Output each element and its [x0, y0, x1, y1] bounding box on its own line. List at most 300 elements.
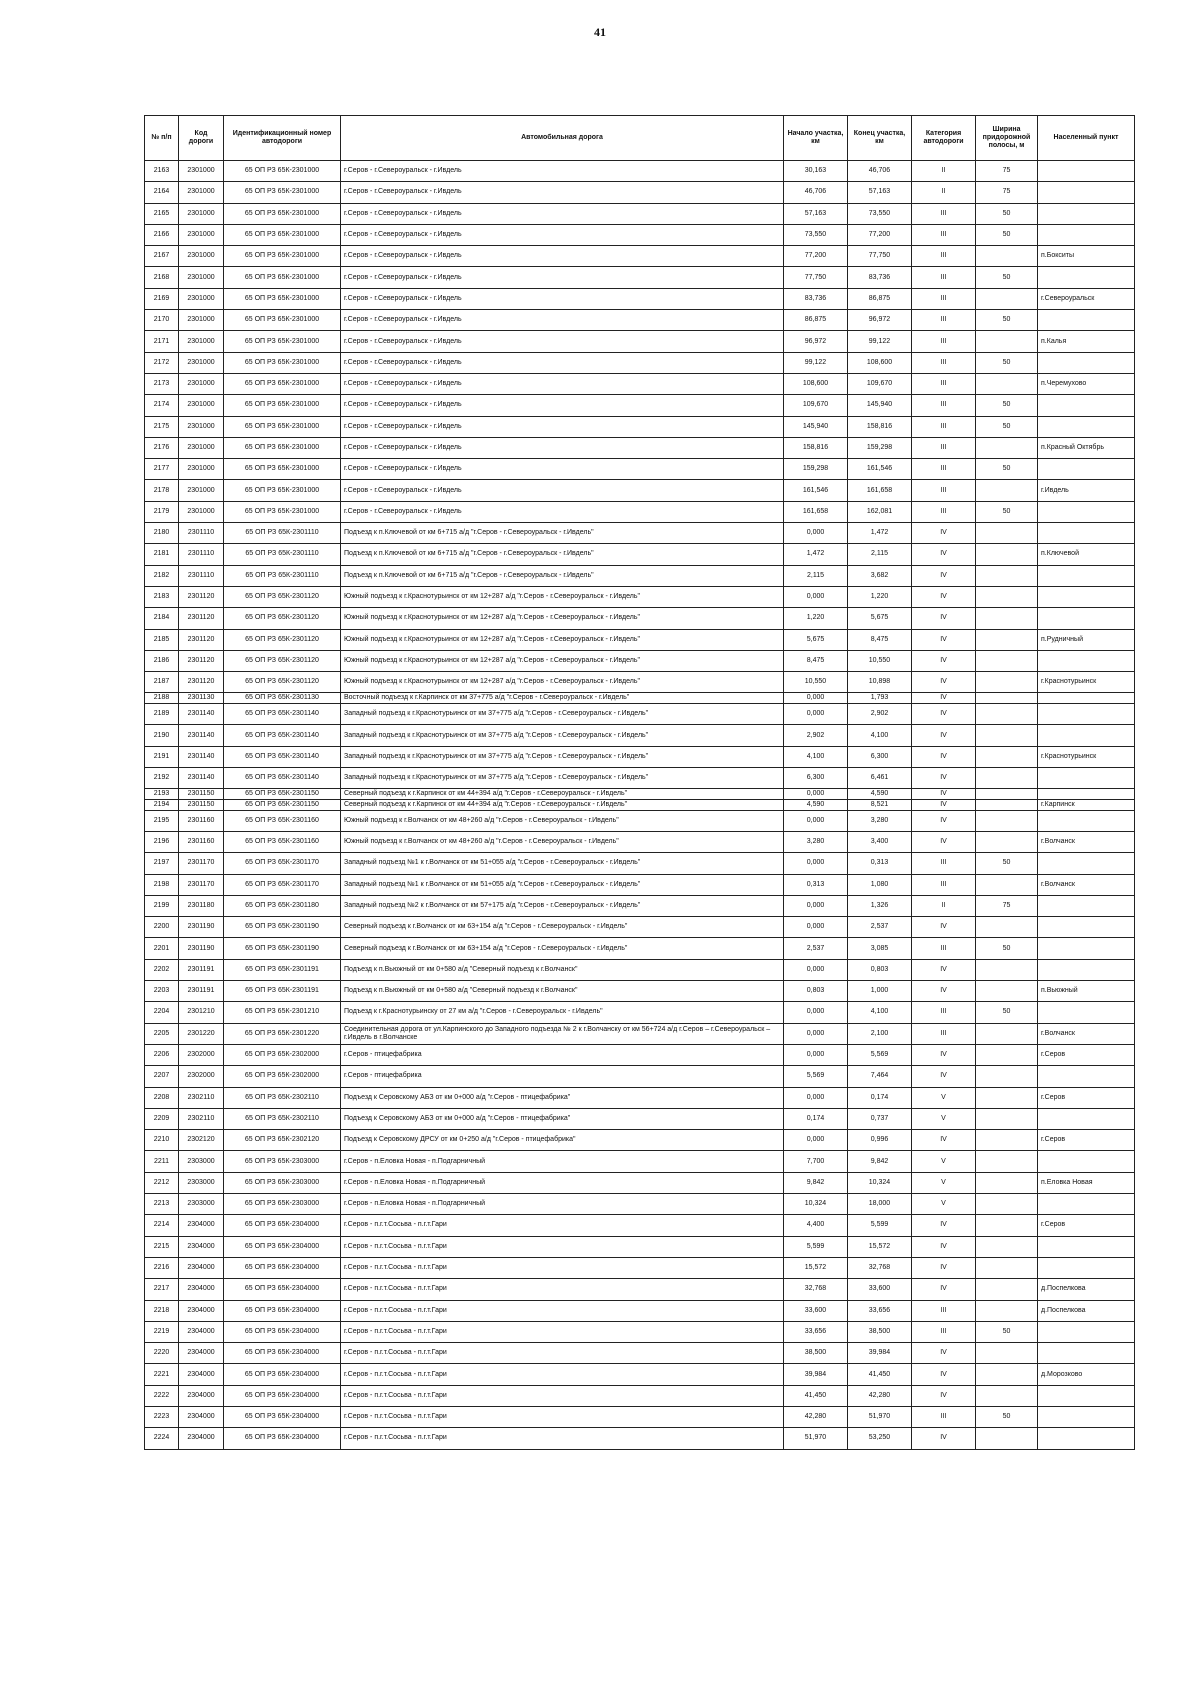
road-name-cell: Западный подъезд №2 к г.Волчанск от км 57+175 а/д "г.Серов - г.Североуральск - г.Ивдель" — [341, 895, 784, 916]
table-row — [145, 799, 1135, 810]
start-km-cell: 0,000 — [784, 789, 848, 800]
category-cell: IV — [912, 672, 976, 693]
table-row — [145, 1044, 1135, 1065]
settlement-cell — [1038, 1066, 1135, 1087]
road-name-cell: г.Серов - г.Североуральск - г.Ивдель — [341, 459, 784, 480]
road-id-cell: 65 ОП РЗ 65К-2301191 — [224, 959, 341, 980]
roadside-width-cell: 50 — [976, 267, 1038, 288]
start-km-cell: 6,300 — [784, 768, 848, 789]
road-name-cell: г.Серов - п.г.т.Сосьва - п.г.т.Гари — [341, 1364, 784, 1385]
settlement-cell: п.Красный Октябрь — [1038, 437, 1135, 458]
road-name-cell: г.Серов - г.Североуральск - г.Ивдель — [341, 246, 784, 267]
roadside-width-cell — [976, 544, 1038, 565]
settlement-cell: г.Серов — [1038, 1215, 1135, 1236]
header-road-name: Автомобильная дорога — [341, 116, 784, 161]
end-km-cell: 108,600 — [848, 352, 912, 373]
road-name-cell: г.Серов - г.Североуральск - г.Ивдель — [341, 331, 784, 352]
road-name-cell: г.Серов - птицефабрика — [341, 1066, 784, 1087]
category-cell: IV — [912, 1279, 976, 1300]
roadside-width-cell — [976, 1066, 1038, 1087]
settlement-cell: г.Краснотурьинск — [1038, 746, 1135, 767]
road-id-cell: 65 ОП РЗ 65К-2301191 — [224, 981, 341, 1002]
category-cell: II — [912, 161, 976, 182]
roadside-width-cell — [976, 810, 1038, 831]
settlement-cell — [1038, 203, 1135, 224]
road-code-cell: 2301191 — [179, 981, 224, 1002]
roadside-width-cell — [976, 1428, 1038, 1449]
row-number-cell: 2199 — [145, 895, 179, 916]
row-number-cell: 2222 — [145, 1385, 179, 1406]
end-km-cell: 5,599 — [848, 1215, 912, 1236]
row-number-cell: 2174 — [145, 395, 179, 416]
end-km-cell: 57,163 — [848, 182, 912, 203]
road-id-cell: 65 ОП РЗ 65К-2301150 — [224, 799, 341, 810]
road-code-cell: 2301150 — [179, 789, 224, 800]
row-number-cell: 2219 — [145, 1321, 179, 1342]
category-cell: IV — [912, 565, 976, 586]
road-id-cell: 65 ОП РЗ 65К-2302120 — [224, 1130, 341, 1151]
road-code-cell: 2301000 — [179, 416, 224, 437]
category-cell: III — [912, 352, 976, 373]
row-number-cell: 2195 — [145, 810, 179, 831]
row-number-cell: 2205 — [145, 1023, 179, 1044]
road-id-cell: 65 ОП РЗ 65К-2301140 — [224, 725, 341, 746]
category-cell: II — [912, 895, 976, 916]
road-code-cell: 2301000 — [179, 331, 224, 352]
start-km-cell: 39,984 — [784, 1364, 848, 1385]
settlement-cell: г.Серов — [1038, 1130, 1135, 1151]
road-code-cell: 2304000 — [179, 1300, 224, 1321]
table-row — [145, 789, 1135, 800]
row-number-cell: 2212 — [145, 1172, 179, 1193]
end-km-cell: 5,675 — [848, 608, 912, 629]
roads-table — [144, 115, 1135, 1450]
start-km-cell: 32,768 — [784, 1279, 848, 1300]
road-name-cell: Подъезд к п.Ключевой от км 6+715 а/д "г.Серов - г.Североуральск - г.Ивдель" — [341, 544, 784, 565]
table-row — [145, 1343, 1135, 1364]
category-cell: III — [912, 373, 976, 394]
table-row — [145, 480, 1135, 501]
road-code-cell: 2304000 — [179, 1321, 224, 1342]
end-km-cell: 0,174 — [848, 1087, 912, 1108]
start-km-cell: 0,803 — [784, 981, 848, 1002]
road-name-cell: г.Серов - п.Еловка Новая - п.Подгарничный — [341, 1194, 784, 1215]
category-cell: V — [912, 1194, 976, 1215]
road-name-cell: г.Серов - п.Еловка Новая - п.Подгарничный — [341, 1172, 784, 1193]
road-id-cell: 65 ОП РЗ 65К-2302110 — [224, 1108, 341, 1129]
roadside-width-cell: 50 — [976, 310, 1038, 331]
roadside-width-cell — [976, 1343, 1038, 1364]
road-code-cell: 2302110 — [179, 1087, 224, 1108]
category-cell: V — [912, 1172, 976, 1193]
settlement-cell: п.Еловка Новая — [1038, 1172, 1135, 1193]
category-cell: IV — [912, 981, 976, 1002]
road-id-cell: 65 ОП РЗ 65К-2304000 — [224, 1406, 341, 1427]
road-code-cell: 2302110 — [179, 1108, 224, 1129]
road-name-cell: г.Серов - п.г.т.Сосьва - п.г.т.Гари — [341, 1279, 784, 1300]
table-row — [145, 608, 1135, 629]
settlement-cell: г.Ивдель — [1038, 480, 1135, 501]
settlement-cell — [1038, 523, 1135, 544]
table-row — [145, 459, 1135, 480]
road-code-cell: 2301140 — [179, 768, 224, 789]
start-km-cell: 9,842 — [784, 1172, 848, 1193]
start-km-cell: 0,000 — [784, 1002, 848, 1023]
settlement-cell — [1038, 459, 1135, 480]
road-id-cell: 65 ОП РЗ 65К-2301140 — [224, 768, 341, 789]
roadside-width-cell — [976, 565, 1038, 586]
road-code-cell: 2301000 — [179, 246, 224, 267]
roadside-width-cell — [976, 1300, 1038, 1321]
roadside-width-cell: 50 — [976, 853, 1038, 874]
end-km-cell: 32,768 — [848, 1257, 912, 1278]
settlement-cell — [1038, 725, 1135, 746]
table-row — [145, 1236, 1135, 1257]
category-cell: IV — [912, 917, 976, 938]
row-number-cell: 2166 — [145, 224, 179, 245]
category-cell: III — [912, 288, 976, 309]
roadside-width-cell — [976, 704, 1038, 725]
end-km-cell: 158,816 — [848, 416, 912, 437]
start-km-cell: 41,450 — [784, 1385, 848, 1406]
road-id-cell: 65 ОП РЗ 65К-2301000 — [224, 182, 341, 203]
road-name-cell: г.Серов - п.г.т.Сосьва - п.г.т.Гари — [341, 1406, 784, 1427]
row-number-cell: 2198 — [145, 874, 179, 895]
settlement-cell: п.Ключевой — [1038, 544, 1135, 565]
settlement-cell: г.Волчанск — [1038, 831, 1135, 852]
category-cell: V — [912, 1151, 976, 1172]
start-km-cell: 108,600 — [784, 373, 848, 394]
settlement-cell — [1038, 395, 1135, 416]
end-km-cell: 0,996 — [848, 1130, 912, 1151]
table-row — [145, 629, 1135, 650]
end-km-cell: 4,100 — [848, 725, 912, 746]
roadside-width-cell — [976, 1215, 1038, 1236]
row-number-cell: 2188 — [145, 693, 179, 704]
road-name-cell: Западный подъезд №1 к г.Волчанск от км 51+055 а/д "г.Серов - г.Североуральск - г.Ивдель" — [341, 874, 784, 895]
category-cell: IV — [912, 608, 976, 629]
settlement-cell: п.Калья — [1038, 331, 1135, 352]
road-name-cell: Северный подъезд к г.Карпинск от км 44+394 а/д "г.Серов - г.Североуральск - г.Ивдель" — [341, 799, 784, 810]
road-id-cell: 65 ОП РЗ 65К-2304000 — [224, 1279, 341, 1300]
end-km-cell: 18,000 — [848, 1194, 912, 1215]
road-name-cell: г.Серов - п.г.т.Сосьва - п.г.т.Гари — [341, 1257, 784, 1278]
road-name-cell: Восточный подъезд к г.Карпинск от км 37+775 а/д "г.Серов - г.Североуральск - г.Ивдель" — [341, 693, 784, 704]
start-km-cell: 99,122 — [784, 352, 848, 373]
road-id-cell: 65 ОП РЗ 65К-2301120 — [224, 629, 341, 650]
road-code-cell: 2301120 — [179, 586, 224, 607]
start-km-cell: 1,220 — [784, 608, 848, 629]
start-km-cell: 0,000 — [784, 1023, 848, 1044]
road-id-cell: 65 ОП РЗ 65К-2301000 — [224, 480, 341, 501]
road-id-cell: 65 ОП РЗ 65К-2304000 — [224, 1257, 341, 1278]
row-number-cell: 2181 — [145, 544, 179, 565]
end-km-cell: 42,280 — [848, 1385, 912, 1406]
settlement-cell — [1038, 768, 1135, 789]
road-id-cell: 65 ОП РЗ 65К-2301150 — [224, 789, 341, 800]
row-number-cell: 2223 — [145, 1406, 179, 1427]
end-km-cell: 161,658 — [848, 480, 912, 501]
start-km-cell: 109,670 — [784, 395, 848, 416]
row-number-cell: 2202 — [145, 959, 179, 980]
end-km-cell: 77,200 — [848, 224, 912, 245]
road-code-cell: 2301150 — [179, 799, 224, 810]
table-row — [145, 416, 1135, 437]
table-row — [145, 182, 1135, 203]
road-name-cell: Северный подъезд к г.Волчанск от км 63+154 а/д "г.Серов - г.Североуральск - г.Ивдель" — [341, 938, 784, 959]
start-km-cell: 42,280 — [784, 1406, 848, 1427]
end-km-cell: 6,461 — [848, 768, 912, 789]
category-cell: III — [912, 203, 976, 224]
end-km-cell: 8,521 — [848, 799, 912, 810]
table-row — [145, 938, 1135, 959]
start-km-cell: 86,875 — [784, 310, 848, 331]
roadside-width-cell — [976, 1044, 1038, 1065]
road-code-cell: 2301220 — [179, 1023, 224, 1044]
road-code-cell: 2301000 — [179, 161, 224, 182]
settlement-cell — [1038, 704, 1135, 725]
roadside-width-cell — [976, 693, 1038, 704]
road-code-cell: 2301130 — [179, 693, 224, 704]
road-id-cell: 65 ОП РЗ 65К-2301220 — [224, 1023, 341, 1044]
table-row — [145, 704, 1135, 725]
category-cell: III — [912, 501, 976, 522]
start-km-cell: 161,658 — [784, 501, 848, 522]
road-name-cell: Подъезд к п.Ключевой от км 6+715 а/д "г.Серов - г.Североуральск - г.Ивдель" — [341, 523, 784, 544]
category-cell: III — [912, 1406, 976, 1427]
category-cell: III — [912, 874, 976, 895]
settlement-cell — [1038, 917, 1135, 938]
road-name-cell: г.Серов - г.Североуральск - г.Ивдель — [341, 501, 784, 522]
end-km-cell: 39,984 — [848, 1343, 912, 1364]
row-number-cell: 2218 — [145, 1300, 179, 1321]
category-cell: II — [912, 182, 976, 203]
road-code-cell: 2301000 — [179, 480, 224, 501]
table-row — [145, 1385, 1135, 1406]
settlement-cell — [1038, 608, 1135, 629]
row-number-cell: 2185 — [145, 629, 179, 650]
end-km-cell: 159,298 — [848, 437, 912, 458]
end-km-cell: 0,737 — [848, 1108, 912, 1129]
end-km-cell: 33,600 — [848, 1279, 912, 1300]
settlement-cell — [1038, 1108, 1135, 1129]
category-cell: III — [912, 1023, 976, 1044]
roadside-width-cell: 50 — [976, 1002, 1038, 1023]
road-code-cell: 2301120 — [179, 650, 224, 671]
end-km-cell: 10,898 — [848, 672, 912, 693]
table-row — [145, 981, 1135, 1002]
roadside-width-cell — [976, 768, 1038, 789]
roadside-width-cell — [976, 1385, 1038, 1406]
road-code-cell: 2304000 — [179, 1257, 224, 1278]
settlement-cell — [1038, 895, 1135, 916]
road-name-cell: г.Серов - г.Североуральск - г.Ивдель — [341, 437, 784, 458]
roadside-width-cell — [976, 1087, 1038, 1108]
start-km-cell: 2,537 — [784, 938, 848, 959]
header-road-id: Идентификационный номер автодороги — [224, 116, 341, 161]
table-row — [145, 1321, 1135, 1342]
category-cell: III — [912, 246, 976, 267]
settlement-cell — [1038, 1385, 1135, 1406]
category-cell: IV — [912, 1428, 976, 1449]
start-km-cell: 0,000 — [784, 853, 848, 874]
table-row — [145, 831, 1135, 852]
table-row — [145, 1002, 1135, 1023]
start-km-cell: 161,546 — [784, 480, 848, 501]
row-number-cell: 2182 — [145, 565, 179, 586]
start-km-cell: 83,736 — [784, 288, 848, 309]
category-cell: IV — [912, 725, 976, 746]
end-km-cell: 1,080 — [848, 874, 912, 895]
road-id-cell: 65 ОП РЗ 65К-2301000 — [224, 501, 341, 522]
settlement-cell — [1038, 789, 1135, 800]
road-name-cell: Южный подъезд к г.Краснотурьинск от км 12+287 а/д "г.Серов - г.Североуральск - г.Ивдель" — [341, 586, 784, 607]
start-km-cell: 57,163 — [784, 203, 848, 224]
end-km-cell: 0,313 — [848, 853, 912, 874]
road-name-cell: Северный подъезд к г.Карпинск от км 44+394 а/д "г.Серов - г.Североуральск - г.Ивдель" — [341, 789, 784, 800]
roadside-width-cell: 75 — [976, 161, 1038, 182]
settlement-cell: г.Волчанск — [1038, 1023, 1135, 1044]
row-number-cell: 2187 — [145, 672, 179, 693]
roadside-width-cell — [976, 981, 1038, 1002]
road-id-cell: 65 ОП РЗ 65К-2301000 — [224, 352, 341, 373]
start-km-cell: 159,298 — [784, 459, 848, 480]
road-id-cell: 65 ОП РЗ 65К-2301180 — [224, 895, 341, 916]
row-number-cell: 2211 — [145, 1151, 179, 1172]
road-code-cell: 2301000 — [179, 267, 224, 288]
settlement-cell: г.Карпинск — [1038, 799, 1135, 810]
roadside-width-cell — [976, 959, 1038, 980]
table-row — [145, 288, 1135, 309]
road-id-cell: 65 ОП РЗ 65К-2301210 — [224, 1002, 341, 1023]
roadside-width-cell — [976, 246, 1038, 267]
start-km-cell: 0,000 — [784, 917, 848, 938]
road-id-cell: 65 ОП РЗ 65К-2301000 — [224, 459, 341, 480]
start-km-cell: 73,550 — [784, 224, 848, 245]
row-number-cell: 2196 — [145, 831, 179, 852]
road-id-cell: 65 ОП РЗ 65К-2304000 — [224, 1364, 341, 1385]
road-id-cell: 65 ОП РЗ 65К-2301190 — [224, 917, 341, 938]
table-row — [145, 523, 1135, 544]
roadside-width-cell: 75 — [976, 895, 1038, 916]
table-row — [145, 267, 1135, 288]
start-km-cell: 96,972 — [784, 331, 848, 352]
row-number-cell: 2206 — [145, 1044, 179, 1065]
roadside-width-cell — [976, 1194, 1038, 1215]
end-km-cell: 77,750 — [848, 246, 912, 267]
settlement-cell — [1038, 1194, 1135, 1215]
table-row — [145, 810, 1135, 831]
road-code-cell: 2301170 — [179, 874, 224, 895]
start-km-cell: 0,000 — [784, 1130, 848, 1151]
header-roadside-width: Ширина придорожной полосы, м — [976, 116, 1038, 161]
road-name-cell: Южный подъезд к г.Краснотурьинск от км 12+287 а/д "г.Серов - г.Североуральск - г.Ивдель" — [341, 629, 784, 650]
road-code-cell: 2304000 — [179, 1406, 224, 1427]
settlement-cell — [1038, 1406, 1135, 1427]
end-km-cell: 83,736 — [848, 267, 912, 288]
roadside-width-cell: 50 — [976, 1406, 1038, 1427]
table-row — [145, 1130, 1135, 1151]
row-number-cell: 2189 — [145, 704, 179, 725]
road-name-cell: Южный подъезд к г.Волчанск от км 48+260 а/д "г.Серов - г.Североуральск - г.Ивдель" — [341, 810, 784, 831]
road-name-cell: г.Серов - г.Североуральск - г.Ивдель — [341, 224, 784, 245]
road-name-cell: г.Серов - п.г.т.Сосьва - п.г.т.Гари — [341, 1236, 784, 1257]
road-name-cell: Подъезд к п.Вьюжный от км 0+580 а/д "Северный подъезд к г.Волчанск" — [341, 959, 784, 980]
row-number-cell: 2193 — [145, 789, 179, 800]
road-name-cell: Подъезд к п.Ключевой от км 6+715 а/д "г.Серов - г.Североуральск - г.Ивдель" — [341, 565, 784, 586]
category-cell: IV — [912, 768, 976, 789]
road-code-cell: 2301120 — [179, 672, 224, 693]
start-km-cell: 15,572 — [784, 1257, 848, 1278]
road-id-cell: 65 ОП РЗ 65К-2301120 — [224, 650, 341, 671]
start-km-cell: 38,500 — [784, 1343, 848, 1364]
settlement-cell — [1038, 501, 1135, 522]
row-number-cell: 2179 — [145, 501, 179, 522]
end-km-cell: 2,537 — [848, 917, 912, 938]
road-id-cell: 65 ОП РЗ 65К-2301000 — [224, 203, 341, 224]
settlement-cell — [1038, 853, 1135, 874]
end-km-cell: 161,546 — [848, 459, 912, 480]
road-id-cell: 65 ОП РЗ 65К-2301000 — [224, 288, 341, 309]
road-name-cell: г.Серов - г.Североуральск - г.Ивдель — [341, 310, 784, 331]
settlement-cell: п.Черемухово — [1038, 373, 1135, 394]
header-start-km: Начало участка, км — [784, 116, 848, 161]
category-cell: III — [912, 938, 976, 959]
roadside-width-cell — [976, 672, 1038, 693]
road-id-cell: 65 ОП РЗ 65К-2301000 — [224, 310, 341, 331]
start-km-cell: 0,000 — [784, 810, 848, 831]
start-km-cell: 0,174 — [784, 1108, 848, 1129]
start-km-cell: 4,400 — [784, 1215, 848, 1236]
category-cell: IV — [912, 693, 976, 704]
end-km-cell: 162,081 — [848, 501, 912, 522]
category-cell: V — [912, 1108, 976, 1129]
start-km-cell: 0,000 — [784, 959, 848, 980]
end-km-cell: 0,803 — [848, 959, 912, 980]
road-id-cell: 65 ОП РЗ 65К-2304000 — [224, 1215, 341, 1236]
end-km-cell: 73,550 — [848, 203, 912, 224]
settlement-cell — [1038, 1257, 1135, 1278]
road-id-cell: 65 ОП РЗ 65К-2301110 — [224, 565, 341, 586]
road-code-cell: 2301160 — [179, 831, 224, 852]
road-name-cell: г.Серов - г.Североуральск - г.Ивдель — [341, 267, 784, 288]
category-cell: IV — [912, 789, 976, 800]
page-number: 41 — [594, 25, 606, 39]
roadside-width-cell — [976, 917, 1038, 938]
settlement-cell — [1038, 810, 1135, 831]
road-id-cell: 65 ОП РЗ 65К-2301000 — [224, 246, 341, 267]
category-cell: IV — [912, 1385, 976, 1406]
end-km-cell: 2,115 — [848, 544, 912, 565]
row-number-cell: 2177 — [145, 459, 179, 480]
category-cell: III — [912, 267, 976, 288]
end-km-cell: 3,400 — [848, 831, 912, 852]
road-name-cell: г.Серов - г.Североуральск - г.Ивдель — [341, 373, 784, 394]
category-cell: III — [912, 853, 976, 874]
table-row — [145, 565, 1135, 586]
category-cell: IV — [912, 1044, 976, 1065]
table-row — [145, 586, 1135, 607]
start-km-cell: 0,000 — [784, 1087, 848, 1108]
road-name-cell: Южный подъезд к г.Краснотурьинск от км 12+287 а/д "г.Серов - г.Североуральск - г.Ивдель" — [341, 672, 784, 693]
road-id-cell: 65 ОП РЗ 65К-2301110 — [224, 544, 341, 565]
road-code-cell: 2301160 — [179, 810, 224, 831]
end-km-cell: 2,100 — [848, 1023, 912, 1044]
table-row — [145, 768, 1135, 789]
table-row — [145, 874, 1135, 895]
road-id-cell: 65 ОП РЗ 65К-2301000 — [224, 437, 341, 458]
roadside-width-cell: 50 — [976, 203, 1038, 224]
